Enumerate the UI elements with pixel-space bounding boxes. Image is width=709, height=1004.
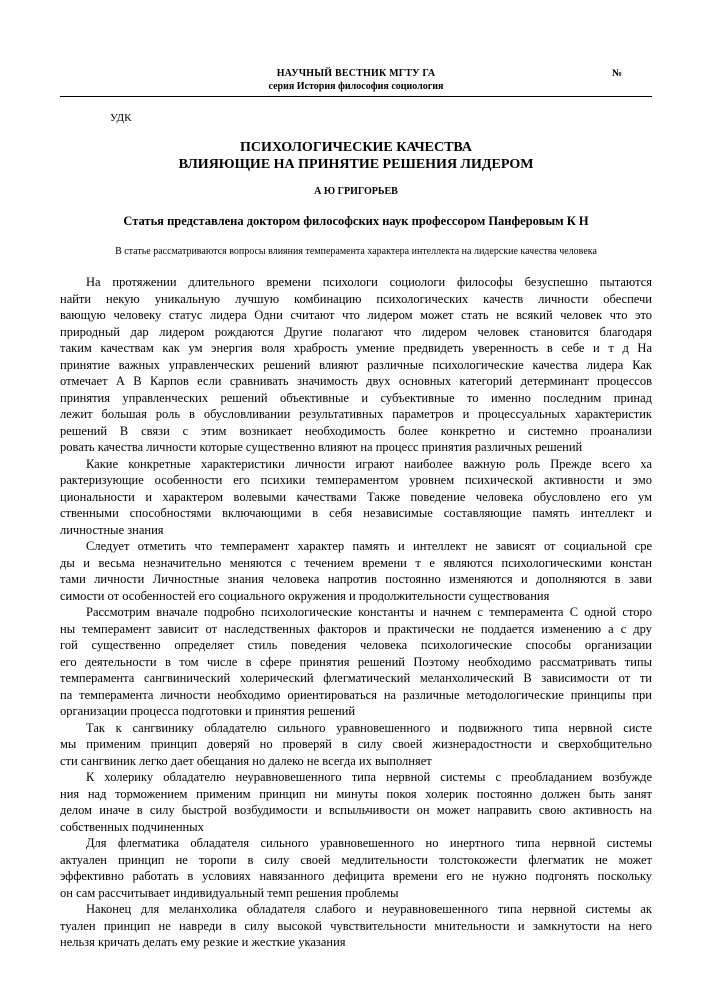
body-text-line: актуален принцип не торопи в силу своей медлительности толстокожести флегматик не может (60, 852, 652, 867)
journal-header (60, 66, 652, 97)
body-text-line: симости от особенностей его социального окружения и продолжительности существования (60, 588, 550, 603)
body-text-line: делом иначе в силу быстрой возбудимости и вспыльчивости он может направить свою активность на (60, 803, 652, 817)
body-text-line: решений В связи с этим возникает необходимость более конкретно и системно проанализи (60, 423, 652, 438)
body-text-line: найти некую уникальную лучшую комбинацию психологических качеств личности обеспечи (60, 291, 652, 306)
body-text-line: принятия управленческих решений объективные и субъективные то именно последним принад (60, 390, 652, 405)
body-text-line: ровать качества личности которые существенно влияют на процесс принятия различных решений (60, 440, 583, 454)
body-text-line: Какие конкретные характеристики личности играют наиболее важную роль Прежде всего ха (86, 456, 652, 471)
article-body (60, 274, 652, 951)
body-text-line: гой существенно определяет стиль поведения человека психологические способы организации (60, 638, 652, 652)
article-title-line-2: ВЛИЯЮЩИЕ НА ПРИНЯТИЕ РЕШЕНИЯ ЛИДЕРОМ (178, 157, 534, 172)
body-text-line: он сам рассчитывает индивидуальный темп решения проблемы (60, 885, 399, 900)
body-text-line: личностные знания (60, 522, 164, 537)
presented-by: Статья представлена доктором философских наук профессором Панферовым К Н (123, 214, 589, 228)
journal-title: НАУЧНЫЙ ВЕСТНИК МГТУ ГА (276, 68, 436, 79)
body-text-line: На протяжении длительного времени психологи социологи философы безуспешно пытаются (86, 275, 652, 289)
body-text-line: Следует отметить что темперамент характер память и интеллект не зависят от социальной сре (86, 539, 652, 553)
body-text-line: темперамента сангвинический холерический флегматический меланхолический В зависимости от ти (60, 671, 652, 685)
body-text-line: вающую человеку статус лидера Одни считают что лидером может стать не всякий человек что это (60, 308, 652, 322)
body-text-line: принятие важных управленческих решений влияют различные психологические качества лидера Как (60, 357, 652, 372)
udk-label: УДК (110, 112, 132, 124)
body-text-line: мы применим принцип доверяй но проверяй в силу своей жизнерадостности и сверхобщительно (60, 737, 652, 751)
body-text-line: его деятельности в том числе в сфере принятия решений Поэтому необходимо рассматривать типы (60, 654, 652, 669)
body-text-line: рактеризующие особенности его психики темпераментом уровнем психической активности и эмо (60, 473, 652, 487)
body-text-line: Для флегматика обладателя сильного уравновешенного но инертного типа нервной системы (86, 836, 652, 850)
body-text-line: ны темперамент зависит от наследственных факторов и практически не поддается изменению а с дру (60, 621, 652, 636)
body-text-line: па темперамента личности необходимо ориентироваться на различные методологические принципы при (60, 687, 652, 702)
body-text-line: ния над торможением применим принцип ни минуты покоя холерик постоянно должен быть занят (60, 786, 652, 801)
journal-series: серия История философия социология (268, 81, 444, 92)
body-text-line: лежит большая роль в обусловливании результативных параметров и процессуальных характеристик (60, 407, 652, 421)
body-text-line: К холерику обладателю неуравновешенного типа нервной системы с преобладанием возбужде (86, 770, 652, 784)
body-text-line: циональности и характером волевыми качествами Также поведение человека обусловлено его ум (60, 489, 652, 504)
abstract: В статье рассматриваются вопросы влияния темперамента характера интеллекта на лидерские качества человека (115, 246, 597, 257)
body-text-line: сти сангвиник легко дает обещания но далеко не всегда их выполняет (60, 753, 432, 768)
body-text-line: эффективно работать в условиях навязанного дефицита времени его не нужно подгонять поскольку (60, 869, 652, 883)
article-title (60, 139, 652, 173)
body-text-line: Рассмотрим вначале подробно психологические константы и начнем с темперамента С одной сторо (86, 605, 652, 619)
body-text-line: собственных подчиненных (60, 819, 204, 834)
article-title-line-1: ПСИХОЛОГИЧЕСКИЕ КАЧЕСТВА (240, 140, 472, 155)
body-text-line: таким качествам как ум энергия воля храбрость умение предвидеть уверенность в себе и т д На (60, 341, 652, 355)
body-text-line: природный дар лидером рождаются Другие полагают что лидером человек становится благодаря (60, 324, 652, 339)
body-text-line: ственными способностями включающими в себя независимые составляющие память интеллект и (60, 506, 652, 520)
body-text-line: отмечает А В Карпов если сравнивать значимость двух основных категорий детерминант процессов (60, 374, 652, 388)
body-text-line: туален принцип не навреди в силу высокой чувствительности мнительности и замкнутости на него (60, 918, 652, 933)
issue-number: № (611, 68, 622, 79)
body-text-line: Так к сангвинику обладателю сильного уравновешенного и подвижного типа нервной систе (86, 720, 652, 735)
body-text-line: ды и весьма незначительно меняются с течением времени т е являются психологическими констан (60, 555, 652, 570)
body-text-line: Наконец для меланхолика обладателя слабого и неуравновешенного типа нервной системы ак (86, 902, 652, 916)
body-text-line: нельзя кричать делать ему резкие и жесткие указания (60, 935, 346, 949)
body-text-line: организации процесса подготовки и принятия решений (60, 704, 356, 718)
author-name: А Ю ГРИГОРЬЕВ (314, 186, 398, 197)
body-text-line: тами личности Личностные знания человека напротив постоянно изменяются и дополняются в зави (60, 572, 652, 586)
